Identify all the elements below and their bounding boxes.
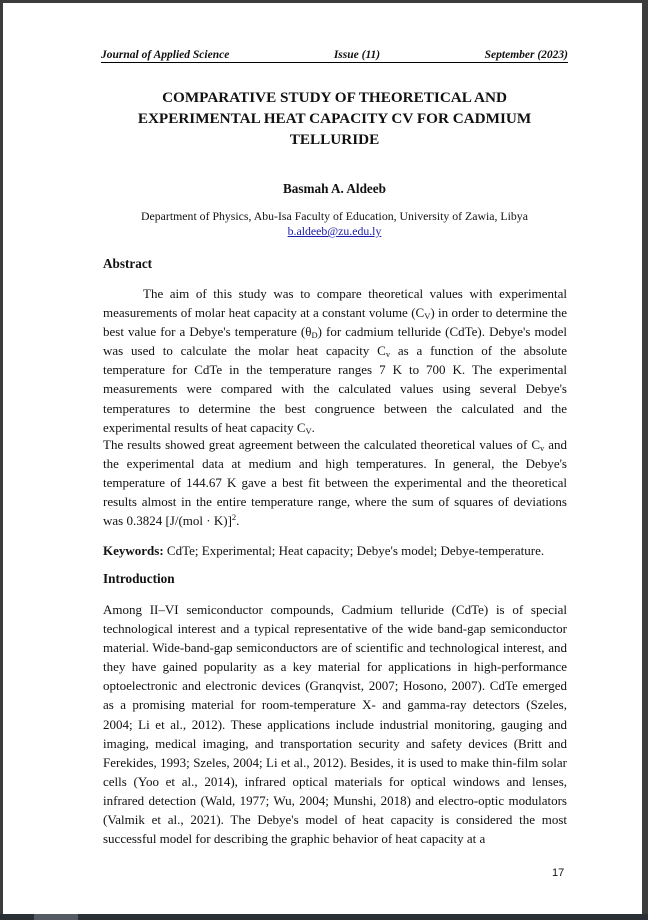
abstract-text: .: [236, 513, 240, 529]
abstract-paragraph-1: [103, 284, 567, 437]
abstract-paragraph-2: [103, 435, 567, 530]
abstract-text: ) for cadmium telluride (CdTe). Debye's model was used to calculate the molar heat capacity C: [103, 324, 568, 359]
subscript: v: [540, 443, 545, 453]
subscript: V: [305, 425, 312, 436]
subscript: D: [311, 330, 318, 341]
title-line-2: EXPERIMENTAL HEAT CAPACITY CV FOR CADMIUM: [137, 110, 532, 127]
title-line-1: COMPARATIVE STUDY OF THEORETICAL AND: [162, 89, 507, 106]
abstract-heading: Abstract: [103, 256, 153, 271]
journal-name: Journal of Applied Science: [101, 49, 230, 61]
abstract-text: as a function of the absolute temperature for CdTe in the temperature ranges 7 K to 700 K. The experimental measurements were compared with the calculated values using several Debye's temperatures to determine the best congruence between the calculated and the experimental results of heat capacity C: [103, 343, 567, 435]
subscript: v: [385, 349, 391, 360]
keywords-label: Keywords:: [103, 543, 164, 558]
superscript: 2: [231, 512, 237, 523]
abstract-text: ) in order to determine the best value for a Debye's temperature (θ: [103, 305, 567, 340]
author-name: Basmah A. Aldeeb: [283, 181, 386, 196]
scrollbar-thumb[interactable]: [34, 914, 78, 920]
introduction-paragraph-1: Among II–VI semiconductor compounds, Cadmium telluride (CdTe) is of special technological interest and a typical representative of the wide band-gap semiconductor material. Wide-band-gap semiconductors are of scientific and technological interest, and they have gained popularity as a key material for applications in high-performance optoelectronic and electronic devices (Granqvist, 2007; Hosono, 2007). CdTe emerged as a promising material for room-temperature X- and gamma-ray detectors (Szeles, 2004; Li et al., 2012). These applications include industrial monitoring, gauging and imaging, medical imaging, and transportation security and safety devices (Britt and Ferekides, 1993; Szeles, 2004; Li et al., 2012). Besides, it is used to make thin-film solar cells (Yoo et al., 2014), infrared optical materials for optical windows and lenses, infrared detection (Wald, 1977; Wu, 2004; Munshi, 2018) and electro-optic modulators (Valmik et al., 2021). The Debye's model of heat capacity is considered the most successful model for describing the graphic behavior of heat capacity at a: [103, 602, 567, 847]
abstract-text: and the experimental data at medium and high temperatures. In general, the Debye's temperature of 144.67 K gave a best fit between the experimental and the theoretical results almost in the entire temperature range, where the sum of squares of deviations was 0.3824 [J/(mol · K)]: [103, 437, 567, 529]
horizontal-scrollbar[interactable]: [0, 914, 648, 920]
author-affiliation: [101, 209, 568, 239]
abstract-text: .: [311, 419, 315, 435]
running-head: [101, 47, 568, 63]
page-number: 17: [552, 867, 565, 879]
paper-title: [101, 87, 568, 150]
subscript: V: [424, 311, 431, 322]
issue-number: Issue (11): [333, 49, 381, 61]
keywords-list: CdTe; Experimental; Heat capacity; Debye's model; Debye-temperature.: [163, 543, 545, 558]
document-page: [3, 3, 642, 915]
affiliation-text: Department of Physics, Abu-Isa Faculty of Education, University of Zawia, Libya: [141, 209, 528, 223]
abstract-text: The aim of this study was to compare theoretical values with experimental measurements of molar heat capacity at a constant volume (C: [103, 286, 567, 321]
abstract-text: The results showed great agreement between the calculated theoretical values of C: [103, 437, 540, 452]
title-line-3: TELLURIDE: [289, 131, 380, 148]
keywords: [103, 541, 567, 560]
introduction-heading: Introduction: [103, 571, 175, 586]
issue-date: September (2023): [484, 49, 568, 61]
author-email-link[interactable]: b.aldeeb@zu.edu.ly: [287, 224, 382, 238]
